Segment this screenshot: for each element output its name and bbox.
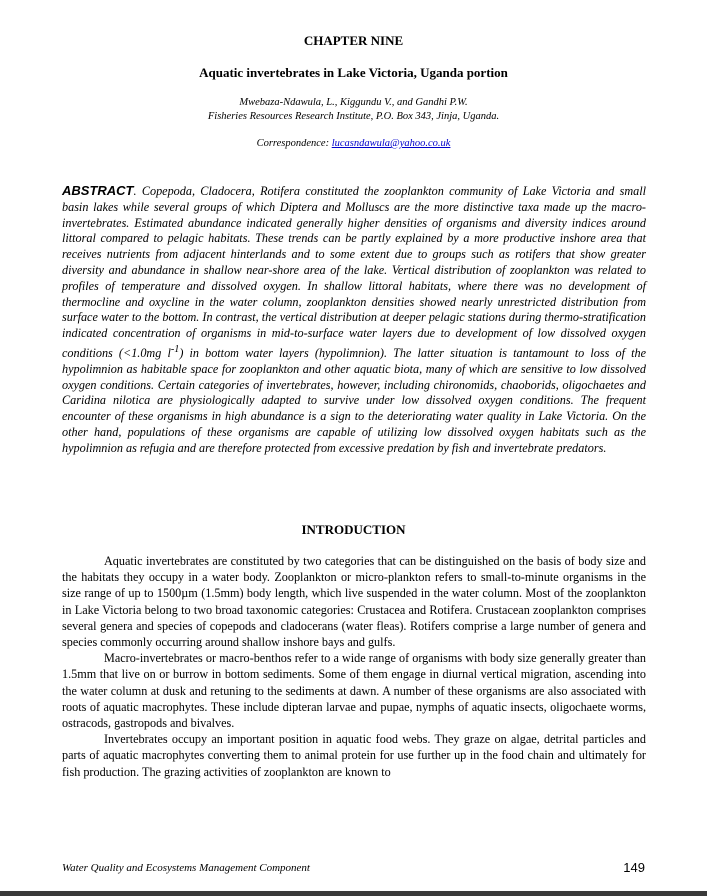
affiliation-line: Fisheries Resources Research Institute, P.O. Box 343, Jinja, Uganda. xyxy=(207,111,500,122)
bottom-divider-bar xyxy=(0,891,707,896)
authors-line: Mwebaza-Ndawula, L., Kiggundu V., and Gandhi P.W. xyxy=(239,97,468,108)
correspondence-label: Correspondence: xyxy=(256,138,332,149)
page-number: 149 xyxy=(623,860,645,875)
abstract-label: ABSTRACT xyxy=(62,183,134,198)
abstract-superscript: -1 xyxy=(170,343,180,355)
introduction-body xyxy=(62,553,646,780)
chapter-heading: CHAPTER NINE xyxy=(303,33,404,48)
chapter-title: Aquatic invertebrates in Lake Victoria, Uganda portion xyxy=(199,65,508,80)
correspondence-line xyxy=(0,138,707,149)
abstract-text-part-2: ) in bottom water layers (hypolimnion). The latter situation is tantamount to loss of the hypolimnion as habitable space for zooplankton and other aquatic biota, many of which are sensitive to low dissolved oxygen conditions. Certain categories of invertebrates, however, including chironomids, chaoborids, oligochaetes and Caridina nilotica are physiologically adapted to survive under low dissolved oxygen conditions. The frequent encounter of these organisms in high abundance is a sign to the deteriorating water quality in Lake Victoria. On the other hand, populations of these organisms are capable of utilizing low dissolved oxygen habitats such as the hypolimnion as refugia and are therefore protected from excessive predation by fish and invertebrate predators. xyxy=(62,346,646,455)
correspondence-email-link[interactable]: lucasndawula@yahoo.co.uk xyxy=(331,138,451,149)
body-paragraph: Invertebrates occupy an important position in aquatic food webs. They graze on algae, detrital particles and parts of aquatic macrophytes converting them to animal protein for use further up in the food chain and ultimately for fish production. The grazing activities of zooplankton are known to xyxy=(62,732,646,779)
body-paragraph: Aquatic invertebrates are constituted by two categories that can be distinguished on the basis of body size and the habitats they occupy in a water body. Zooplankton or micro-plankton refers to small-to-minute organisms in the size range of up to 1500µm (1.5mm) body length, which live suspended in the water column. Most of the zooplankton in Lake Victoria belong to two broad taxonomic categories: Crustacea and Rotifera. Crustacean zooplankton comprises several genera and species of copepods and cladocerans (water fleas). Rotifers comprise a large number of genera and species commonly occurring around shallow inshore bays and gulfs. xyxy=(62,554,646,650)
body-paragraph: Macro-invertebrates or macro-benthos refer to a wide range of organisms with body size generally greater than 1.5mm that live on or burrow in bottom sediments. Some of them engage in diurnal vertical migration, ascending into the water column at dusk and retuning to the sediments at dawn. A number of these organisms are also associated with roots of aquatic macrophytes. These include dipteran larvae and pupae, nymphs of aquatic insects, oligochaete worms, ostracods, gastropods and bivalves. xyxy=(62,651,646,731)
abstract-paragraph xyxy=(62,183,646,457)
introduction-heading: INTRODUCTION xyxy=(301,522,406,537)
footer-component-name: Water Quality and Ecosystems Management Component xyxy=(62,862,310,874)
abstract-text-part-1: . Copepoda, Cladocera, Rotifera constituted the zooplankton community of Lake Victoria and small basin lakes while several groups of which Diptera and Molluscs are the more distinctive taxa made up the macro-invertebrates. Estimated abundance indicated generally higher densities of organisms and diversity indices around littoral compared to pelagic habitats. These trends can be partly explained by a more productive inshore area that receives nutrients from adjacent hinterlands and to some extent due to groups such as rotifers that show greater diversity and abundance in shallow near-shore area of the lake. Vertical distribution of zooplankton was related to profiles of temperature and dissolved oxygen. In shallow littoral habitats, where there was no development of thermocline and oxycline in the water column, zooplankton densities showed nearly unrestricted distribution from surface water to the bottom. In contrast, the vertical distribution at deeper pelagic stations during thermo-stratification indicated concentration of organisms in mid-to-surface water layers due to development of low dissolved oxygen conditions (<1.0mg l xyxy=(62,184,646,361)
